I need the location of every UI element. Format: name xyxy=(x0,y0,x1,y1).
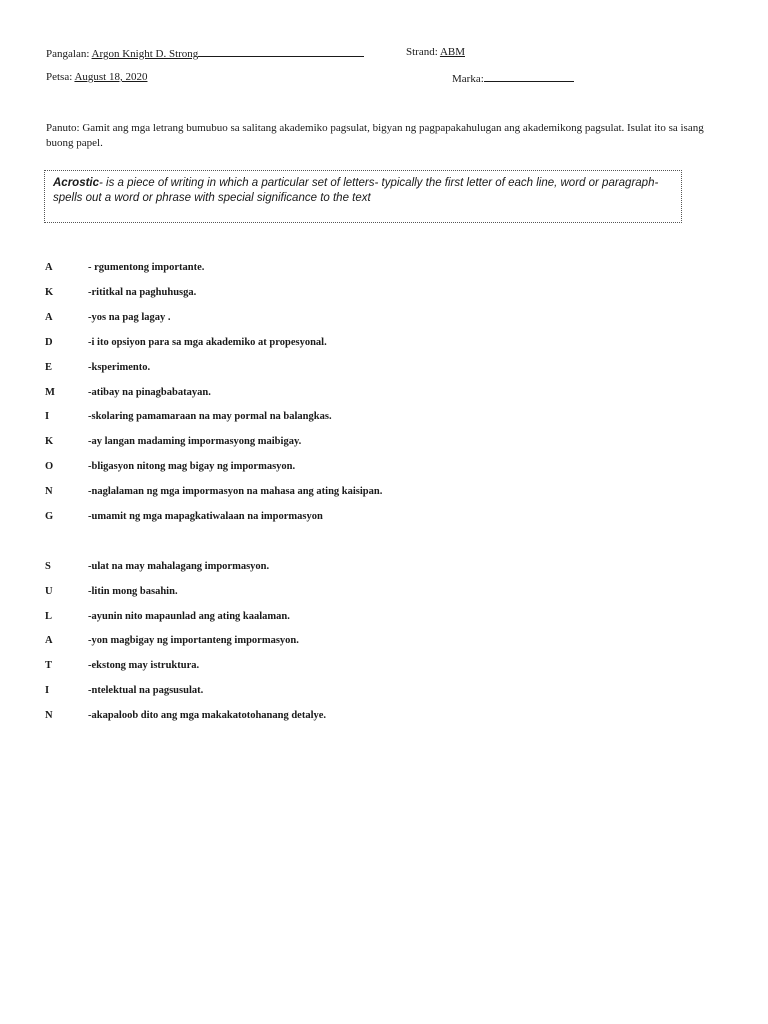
acrostic-letter: T xyxy=(45,660,53,672)
acrostic-letter: A xyxy=(45,635,53,647)
acrostic-text: -ayunin nito mapaunlad ang ating kaalaman. xyxy=(88,610,290,622)
acrostic-letter: I xyxy=(45,685,50,696)
acrostic-text: -atibay na pinagbabatayan. xyxy=(88,386,211,398)
acrostic-text: -ekstong may istruktura. xyxy=(88,660,200,672)
acrostic-text: -ntelektual na pagsusulat. xyxy=(88,685,204,696)
acrostic-text: -litin mong basahin. xyxy=(88,585,178,597)
name-underline xyxy=(198,46,364,57)
acrostic-letter: I xyxy=(45,411,50,423)
acrostic-letter: G xyxy=(45,511,54,522)
grade-field xyxy=(452,71,574,85)
acrostic-text: -umamit ng mga mapagkatiwalaan na impormasyon xyxy=(88,511,323,522)
acrostic-letter: E xyxy=(45,361,53,373)
acrostic-text: -rititkal na paghuhusga. xyxy=(88,286,197,298)
acrostic-letter: A xyxy=(45,311,53,323)
name-value: Argon Knight D. Strong xyxy=(91,48,199,60)
acrostic-letter: N xyxy=(45,486,53,498)
strand-field xyxy=(406,46,465,58)
strand-value: ABM xyxy=(439,46,465,58)
acrostic-letter: N xyxy=(45,709,53,721)
acrostic-text: -ksperimento. xyxy=(88,361,151,373)
acrostic-letter: K xyxy=(45,436,54,448)
acrostic-letter: K xyxy=(45,286,54,298)
date-value: August 18, 2020 xyxy=(74,71,148,83)
acrostic-text: - rgumentong importante. xyxy=(88,262,205,273)
definition-term: Acrostic xyxy=(53,177,100,189)
date-label: Petsa: xyxy=(46,71,73,83)
date-field xyxy=(46,71,147,83)
acrostic-letter: A xyxy=(45,262,53,273)
acrostic-letter: M xyxy=(45,386,55,398)
grade-label: Marka: xyxy=(452,73,484,85)
acrostic-text: -naglalaman ng mga impormasyon na mahasa ang ating kaisipan. xyxy=(88,486,383,498)
acrostic-letter: D xyxy=(45,336,53,348)
acrostic-text: -akapaloob dito ang mga makakatotohanang detalye. xyxy=(88,709,327,721)
acrostic-text: -ulat na may mahalagang impormasyon. xyxy=(88,561,270,572)
acrostic-letter: O xyxy=(45,461,54,473)
acrostic-text: -skolaring pamamaraan na may pormal na balangkas. xyxy=(88,411,332,423)
instructions-text: Panuto: Gamit ang mga letrang bumubuo sa salitang akademiko pagsulat, bigyan ng pagpapakahulugan ang akademikong pagsulat. Isulat ito sa isang buong papel. xyxy=(46,122,704,149)
acrostic-letter: U xyxy=(45,585,53,597)
name-label: Pangalan: xyxy=(46,48,90,60)
definition-box xyxy=(44,170,682,223)
definition-text: - is a piece of writing in which a particular set of letters- typically the first letter of each line, word or paragraph-spells out a word or phrase with special significance to the text xyxy=(53,177,659,204)
acrostic-letter: S xyxy=(45,561,51,572)
strand-label: Strand: xyxy=(406,46,438,58)
name-field xyxy=(46,46,364,60)
grade-underline xyxy=(484,71,574,82)
acrostic-text: -yos na pag lagay . xyxy=(88,311,171,323)
acrostic-text: -i ito opsiyon para sa mga akademiko at propesyonal. xyxy=(88,336,327,348)
acrostic-text: -bligasyon nitong mag bigay ng impormasyon. xyxy=(88,461,296,473)
acrostic-letter: L xyxy=(45,610,53,622)
acrostic-text: -yon magbigay ng importanteng impormasyon. xyxy=(88,635,299,647)
acrostic-text: -ay langan madaming impormasyong maibigay. xyxy=(88,436,302,448)
